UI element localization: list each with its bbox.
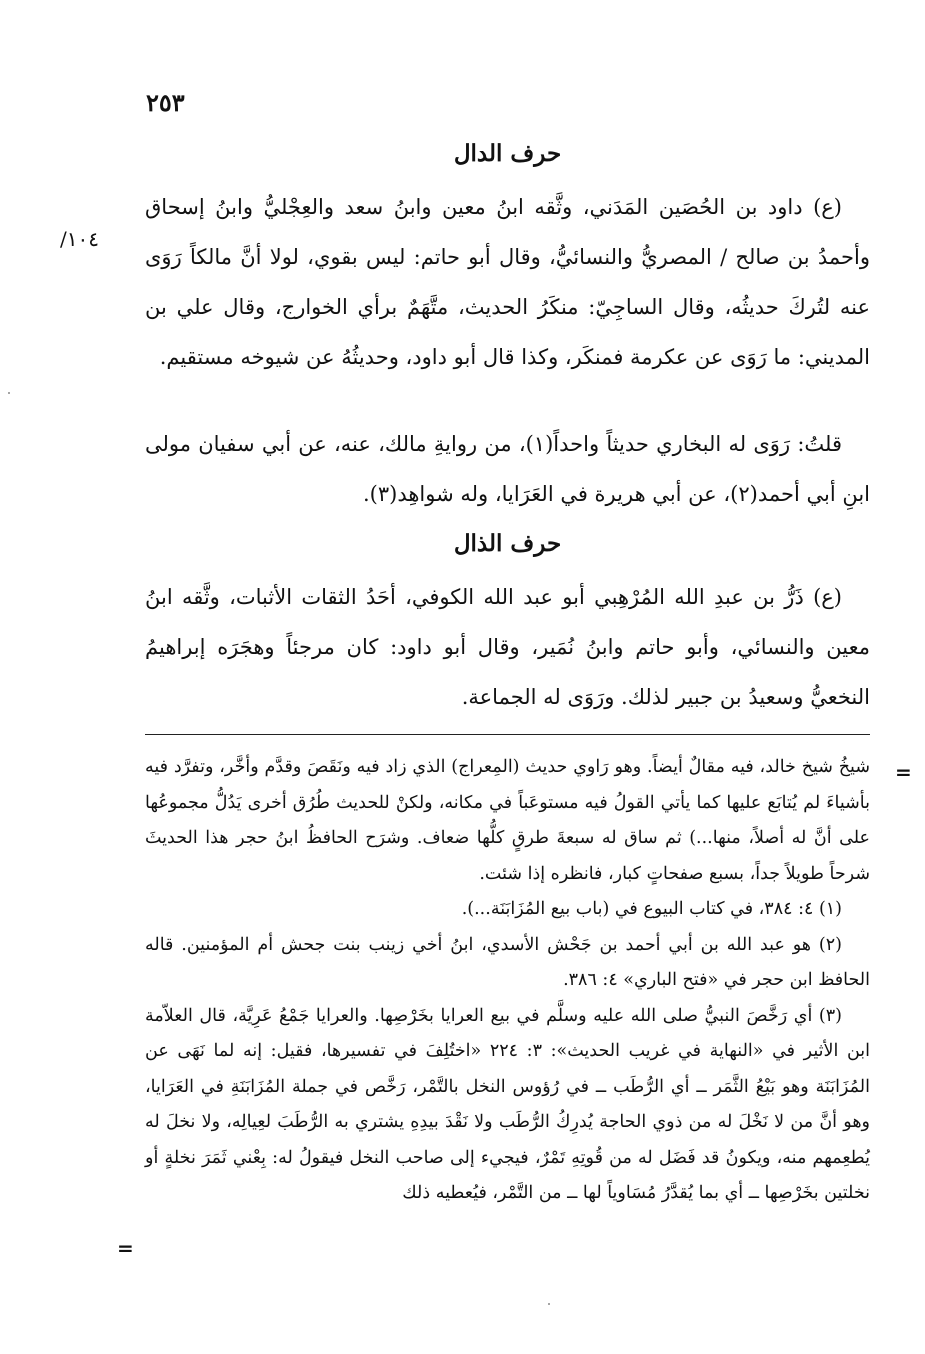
section-heading-dal: حرف الدال xyxy=(453,140,562,167)
footnote-2: (٢) هو عبد الله بن أبي أحمد بن جَحْش الأسدي، ابنُ أخي زينب بنت جحش أم المؤمنين. قاله الحافظ ابن حجر في «فتح الباري» ٤: ٣٨٦. xyxy=(145,934,870,990)
footnotes xyxy=(145,750,870,1212)
entry-paragraph: (ع) ذَرُّ بن عبدِ الله المُرْهِبي أبو عبد الله الكوفي، أحَدُ الثقات الأثبات، وثَّقه ابنُ معين والنسائي، وأبو حاتم وابنُ نُمَير، وقال أبو داود: كان مرجئاً وهجَرَه إبراهيمُ النخعيُّ وسعيدُ بن جبير لذلك. ورَوَى له الجماعة. xyxy=(145,585,870,709)
entry-paragraph: (ع) داود بن الحُصَين المَدَني، وثَّقه ابنُ معين وابنُ سعد والعِجْليُّ وابنُ إسحاق وأحمدُ بن صالح / المصريُّ والنسائيُّ، وقال أبو حاتم: ليس بقوي، لولا أنَّ مالكاً رَوَى عنه لتُركَ حديثُه، وقال الساجِيّ: منكَرُ الحديث، متَّهَمٌ برأي الخوارج، وقال علي بن المديني: ما رَوَى عن عكرمة فمنكَر، وكذا قال أبو داود، وحديثُهُ عن شيوخه مستقيم. xyxy=(145,195,870,369)
continuation-mark-top: = xyxy=(895,760,912,784)
comment-paragraph: قلتُ: رَوَى له البخاري حديثاً واحداً(١)، من روايةِ مالك، عنه، عن أبي سفيان مولى ابنِ أبي أحمد(٢)، عن أبي هريرة في العَرَايا، وله شواهِد(٣). xyxy=(145,432,870,506)
section-heading-dhal: حرف الذال xyxy=(453,530,562,557)
scan-speck xyxy=(8,392,10,394)
footnote-3: (٣) أي رَخَّصَ النبيُّ صلى الله عليه وسلَّم في بيع العرايا بخَرْصِها. والعرايا جَمْعُ عَرِيَّة، قال العلاّمة ابن الأثير في «النهاية في غريب الحديث»: ٣: ٢٢٤ «اختُلِفَ في تفسيرها، فقيل: إنه لما نَهَى عن المُزَابَنَة وهو بَيْعُ الثَّمَر ــ أي الرُّطَب ــ في رُؤوس النخل بالتَّمْر، رَخَّص في جملة المُزَابَنَةِ في العَرَايا، وهو أنَّ من لا نَخْلَ له من ذوي الحاجة يُدرِكُ الرُّطَب ولا نَقْدَ بيدِهِ يشتري به الرُّطَبَ لعِيالِه، ولا نخلَ له يُطعِمهم منه، ويكونُ قد فَضَل له من قُوتِهِ تَمْرٌ، فيجيء إلى صاحب النخل فيقولُ له: بِعْني ثَمَرَ نخلةٍ أو نخلتين بخَرْصِها ــ أي بما يُقدَّرُ مُسَاوياً لها ــ من التَّمْر، فيُعطيه ذلك xyxy=(145,1005,870,1203)
continuation-mark-bottom: = xyxy=(117,1236,134,1260)
scan-speck xyxy=(548,1303,550,1305)
entry-dawud xyxy=(145,182,870,382)
entry-dharr xyxy=(145,572,870,722)
footnote-divider xyxy=(145,734,870,735)
page-number: ٢٥٣ xyxy=(146,88,185,117)
margin-reference: ١٠٤/ xyxy=(60,227,99,251)
footnote-1: (١) ٤: ٣٨٤، في كتاب البيوع في (باب بيع المُزَابَنَة...). xyxy=(461,899,842,919)
comment-dawud xyxy=(145,419,870,519)
footnote-continued: شيخُ شيخ خالد، فيه مقالٌ أيضاً. وهو رَاوي حديث (المِعراج) الذي زاد فيه ونَقَصَ وقدَّم وأخَّر، وتفرَّد فيه بأشياءَ لم يُتابَع عليها كما يأتي القولُ فيه مستوعَباً في مكانه، ولكنْ للحديث طُرُق أخرى يَدُلُّ مجموعُها على أنَّ له أصلاً، منها...) ثم ساق له سبعةَ طرقٍ كلُّها ضعاف. وشرَح الحافظُ ابنُ حجر هذا الحديثَ شرحاً طويلاً جداً، بسبع صفحاتٍ كبار، فانظره إذا شئت. xyxy=(145,757,870,884)
